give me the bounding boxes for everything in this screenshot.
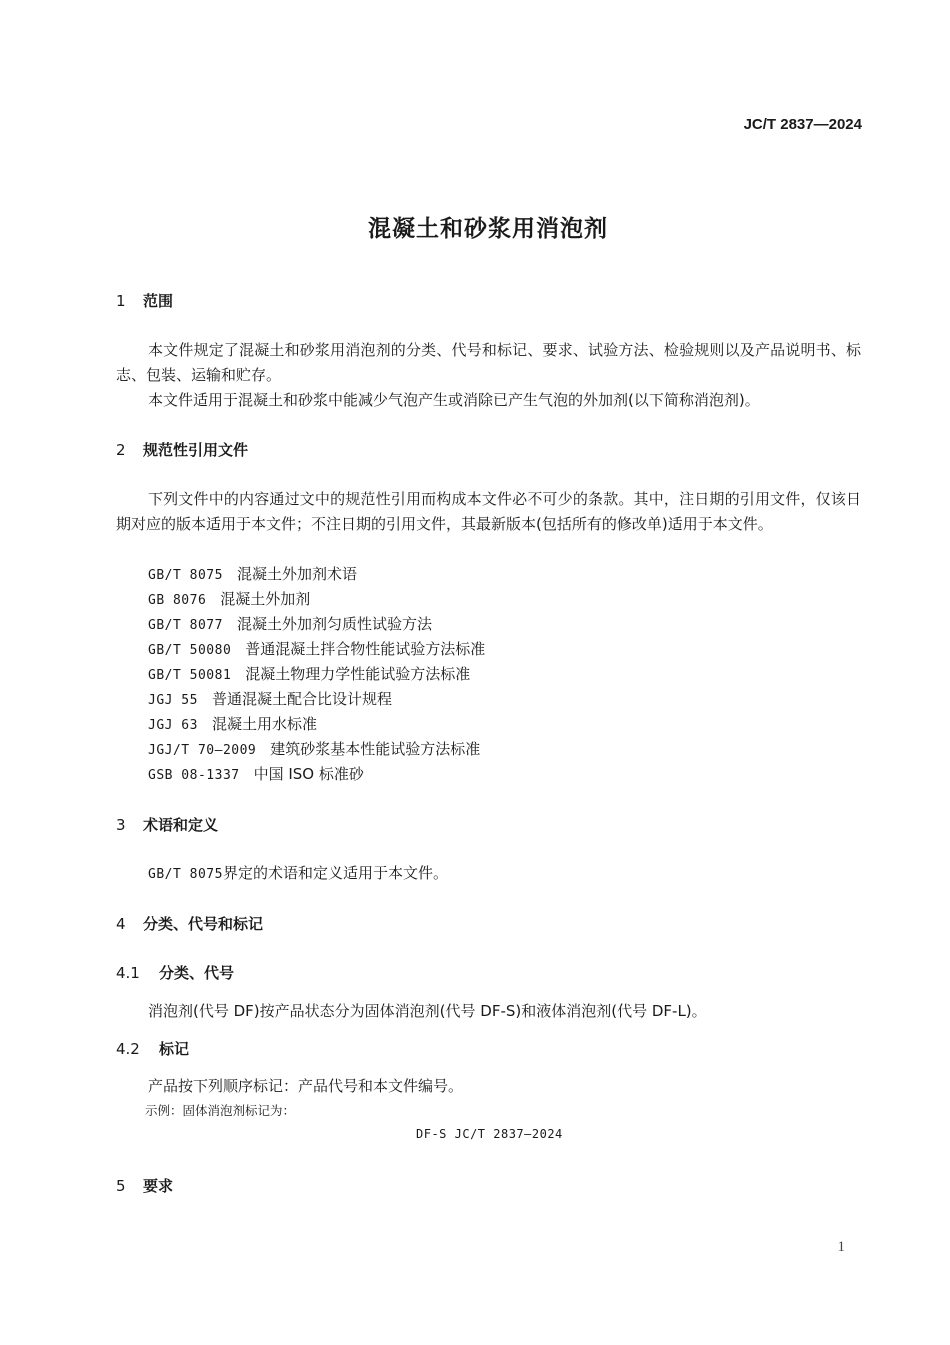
section-number: 2 bbox=[116, 441, 126, 459]
example-code: DF-S JC/T 2837—2024 bbox=[416, 1127, 563, 1141]
reference-name: 混凝土外加剂 bbox=[220, 590, 311, 608]
reference-code: GSB 08-1337 bbox=[148, 768, 240, 783]
section-number: 5 bbox=[116, 1177, 126, 1195]
reference-code: GB/T 50081 bbox=[148, 668, 232, 683]
section-number: 4.2 bbox=[116, 1040, 140, 1058]
section-title: 要求 bbox=[143, 1177, 174, 1195]
reference-name: 建筑砂浆基本性能试验方法标准 bbox=[270, 740, 481, 758]
reference-name: 混凝土外加剂术语 bbox=[236, 565, 357, 583]
reference-name: 混凝土外加剂匀质性试验方法 bbox=[236, 615, 432, 633]
section-5-heading bbox=[116, 1175, 173, 1196]
section-3-heading bbox=[116, 814, 218, 835]
section-2-heading bbox=[116, 439, 248, 460]
section-4-2-heading bbox=[116, 1038, 189, 1059]
reference-item bbox=[148, 688, 392, 709]
section-number: 1 bbox=[116, 292, 126, 310]
section-title: 术语和定义 bbox=[143, 816, 219, 834]
section-1-heading bbox=[116, 290, 173, 311]
section-number: 4 bbox=[116, 915, 126, 933]
section-title: 标记 bbox=[159, 1040, 190, 1058]
reference-item bbox=[148, 738, 480, 759]
section-4-2-paragraph: 产品按下列顺序标记：产品代号和本文件编号。 bbox=[148, 1077, 464, 1095]
reference-code: JGJ/T 70—2009 bbox=[148, 743, 257, 758]
standard-number: JC/T 2837—2024 bbox=[743, 116, 862, 133]
section-4-1-heading bbox=[116, 962, 234, 983]
reference-code: GB/T 8075 bbox=[148, 867, 223, 882]
reference-item bbox=[148, 663, 470, 684]
section-title: 分类、代号和标记 bbox=[143, 915, 264, 933]
section-number: 4.1 bbox=[116, 964, 140, 982]
reference-name: 混凝土用水标准 bbox=[211, 715, 317, 733]
example-line bbox=[145, 1101, 295, 1119]
reference-item bbox=[148, 763, 364, 784]
section-1-paragraph-1: 本文件规定了混凝土和砂浆用消泡剂的分类、代号和标记、要求、试验方法、检验规则以及产品说明书、标志、包装、运输和贮存。 bbox=[116, 341, 861, 384]
section-1-paragraph-2: 本文件适用于混凝土和砂浆中能减少气泡产生或消除已产生气泡的外加剂(以下简称消泡剂)。 bbox=[148, 391, 760, 409]
reference-code: JGJ 55 bbox=[148, 693, 198, 708]
reference-code: GB 8076 bbox=[148, 593, 207, 608]
reference-item bbox=[148, 638, 485, 659]
reference-item bbox=[148, 588, 310, 609]
example-label: 示例： bbox=[145, 1103, 183, 1118]
document-title: 混凝土和砂浆用消泡剂 bbox=[368, 216, 608, 242]
example-text: 固体消泡剂标记为： bbox=[182, 1103, 296, 1118]
reference-item bbox=[148, 613, 432, 634]
section-4-1-paragraph: 消泡剂(代号 DF)按产品状态分为固体消泡剂(代号 DF-S)和液体消泡剂(代号 DF-L)。 bbox=[148, 1002, 707, 1020]
section-4-heading bbox=[116, 913, 263, 934]
section-2-paragraph: 下列文件中的内容通过文中的规范性引用而构成本文件必不可少的条款。其中，注日期的引用文件，仅该日期对应的版本适用于本文件；不注日期的引用文件，其最新版本(包括所有的修改单)适用于本文件。 bbox=[116, 490, 861, 533]
reference-item bbox=[148, 563, 357, 584]
section-number: 3 bbox=[116, 816, 126, 834]
reference-code: JGJ 63 bbox=[148, 718, 198, 733]
reference-code: GB/T 8075 bbox=[148, 568, 223, 583]
section-title: 分类、代号 bbox=[159, 964, 235, 982]
reference-code: GB/T 8077 bbox=[148, 618, 223, 633]
paragraph-text: 界定的术语和定义适用于本文件。 bbox=[222, 864, 448, 882]
page-number: 1 bbox=[837, 1239, 845, 1255]
reference-name: 普通混凝土拌合物性能试验方法标准 bbox=[245, 640, 486, 658]
reference-name: 混凝土物理力学性能试验方法标准 bbox=[245, 665, 471, 683]
reference-name: 普通混凝土配合比设计规程 bbox=[211, 690, 392, 708]
section-title: 范围 bbox=[143, 292, 174, 310]
reference-code: GB/T 50080 bbox=[148, 643, 232, 658]
section-3-paragraph bbox=[148, 862, 448, 883]
reference-item bbox=[148, 713, 317, 734]
section-title: 规范性引用文件 bbox=[143, 441, 249, 459]
reference-name: 中国 ISO 标准砂 bbox=[253, 765, 364, 783]
